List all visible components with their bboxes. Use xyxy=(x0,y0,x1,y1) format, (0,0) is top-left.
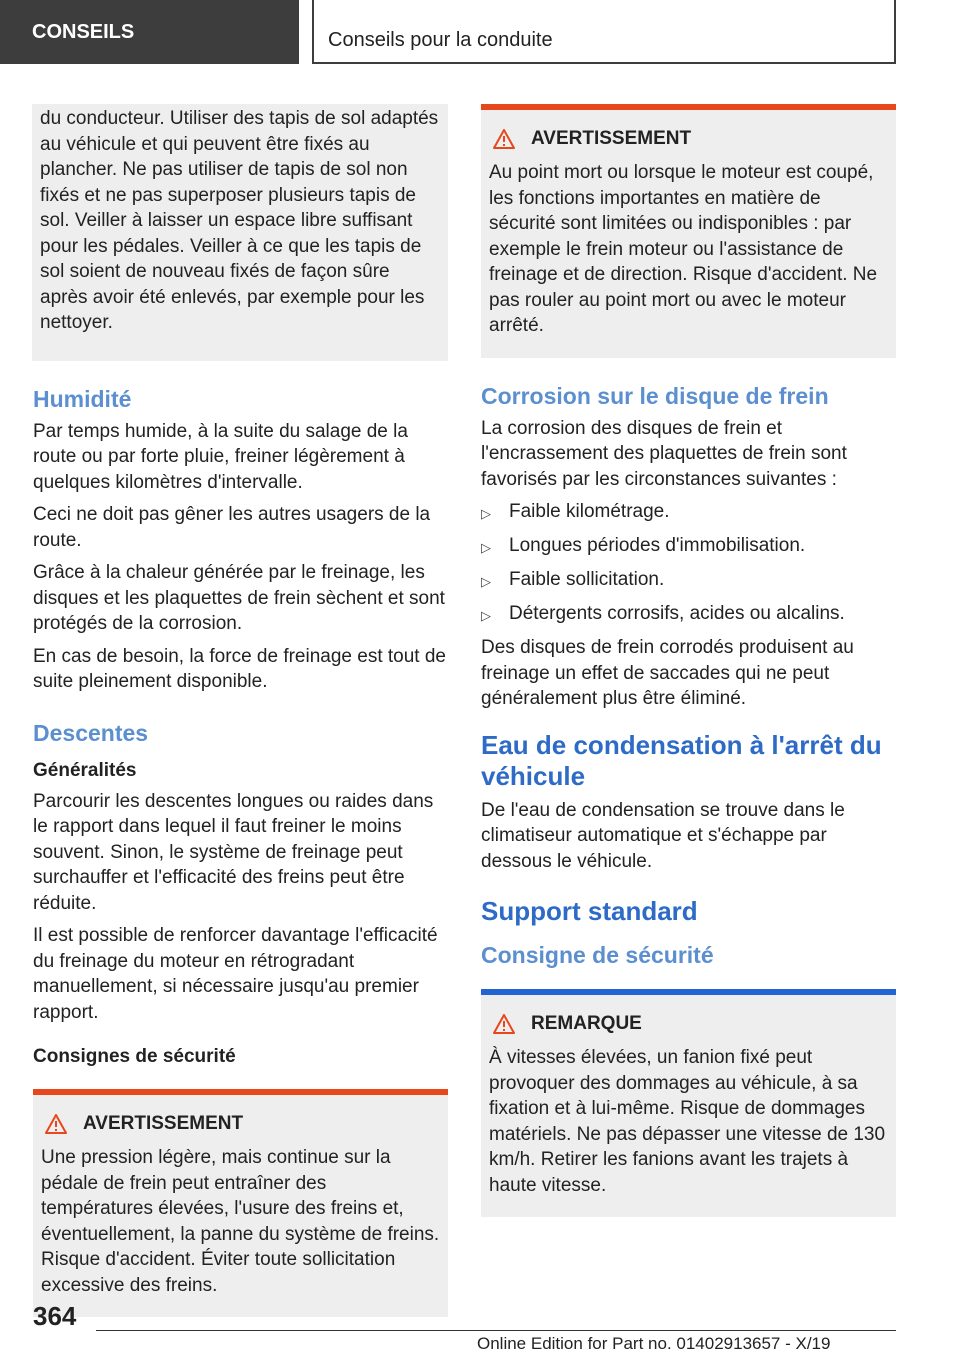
footer-edition: Online Edition for Part no. 01402913657 - X/19 xyxy=(477,1334,831,1353)
note-box xyxy=(481,989,896,1217)
descentes-paragraph-1: Parcourir les descentes longues ou raides dans le rapport dans lequel il faut freiner le moins souvent. Sinon, le système de freinage peut surchauffer et l'efficacité des freins peut être réduite. xyxy=(33,790,434,914)
list-item xyxy=(481,533,896,560)
triangle-bullet-icon: ▷ xyxy=(481,506,491,521)
heading-consigne: Consigne de sécurité xyxy=(481,942,714,968)
list-item-text: Longues périodes d'immobilisation. xyxy=(509,535,806,556)
heading-corrosion: Corrosion sur le disque de frein xyxy=(481,382,829,409)
corrosion-paragraph-2: Des disques de frein corrodés produisent au freinage un effet de saccades qui ne peut généralement plus être éliminé. xyxy=(481,637,854,709)
heading-eau-condensation: Eau de condensation à l'arrêt du véhicule xyxy=(481,729,882,791)
warning-triangle-icon xyxy=(493,1014,515,1034)
heading-descentes: Descentes xyxy=(33,719,149,746)
eau-paragraph-1: De l'eau de condensation se trouve dans le climatiseur automatique et s'échappe par dessous le véhicule. xyxy=(481,799,845,872)
note-text: À vitesses élevées, un fanion fixé peut provoquer des dommages au véhicule, à sa fixation et à lui-même. Risque de dommages matériels. Ne pas dépasser une vitesse de 130 km/h. Retirer les fanions avant les trajets à haute vitesse. xyxy=(489,1047,886,1196)
footer-divider xyxy=(96,1330,896,1331)
corrosion-paragraph-1: La corrosion des disques de frein et l'encrassement des plaquettes de frein sont favorisés par les circonstances suivantes : xyxy=(481,417,847,490)
heading-consignes: Consignes de sécurité xyxy=(33,1046,236,1067)
heading-support-standard: Support standard xyxy=(481,896,698,926)
page-header xyxy=(0,0,960,66)
list-item xyxy=(481,499,896,526)
warning-title-text: AVERTISSEMENT xyxy=(83,1113,244,1134)
list-item-text: Faible kilométrage. xyxy=(509,501,670,522)
note-title-text: REMARQUE xyxy=(531,1013,642,1034)
list-item xyxy=(481,601,896,628)
chapter-title: Conseils pour la conduite xyxy=(312,0,896,64)
warning-title-text: AVERTISSEMENT xyxy=(531,128,692,149)
heading-humidite: Humidité xyxy=(33,385,132,412)
left-column xyxy=(33,104,448,1317)
corrosion-list xyxy=(481,499,896,628)
section-tab: CONSEILS xyxy=(0,0,299,64)
triangle-bullet-icon: ▷ xyxy=(481,574,491,589)
list-item-text: Détergents corrosifs, acides ou alcalins. xyxy=(509,603,845,624)
warning-triangle-icon xyxy=(493,129,515,149)
intro-text: du conducteur. Utiliser des tapis de sol adaptés au véhicule et qui peuvent être fixés au plancher. Ne pas utiliser de tapis de sol non fixés et ne pas superposer plusieurs tapis de sol. Veiller à laisser un espace libre suffisant pour les pédales. Veiller à ce que les tapis de sol soient de nouveau fixés de façon sûre après avoir été enlevés, par exemple pour les nettoyer. xyxy=(40,108,439,333)
warning-title xyxy=(41,1111,440,1137)
warning-box-neutral xyxy=(481,104,896,358)
humidite-paragraph-4: En cas de besoin, la force de freinage est tout de suite pleinement disponible. xyxy=(33,645,446,692)
warning-triangle-icon xyxy=(45,1114,67,1134)
heading-generalites: Généralités xyxy=(33,759,137,781)
humidite-paragraph-2: Ceci ne doit pas gêner les autres usagers de la route. xyxy=(33,504,431,551)
page-number: 364 xyxy=(33,1301,77,1331)
list-item xyxy=(481,567,896,594)
right-column xyxy=(481,104,896,1217)
humidite-paragraph-3: Grâce à la chaleur générée par le freinage, les disques et les plaquettes de frein sèchent et sont protégés de la corrosion. xyxy=(33,562,445,634)
warning-text: Une pression légère, mais continue sur la pédale de frein peut entraîner des températures élevées, l'usure des freins et, éventuellement, la panne du système de freins. Risque d'accident. Éviter toute sollicitation excessive des freins. xyxy=(41,1147,440,1296)
descentes-paragraph-2: Il est possible de renforcer davantage l'efficacité du freinage du moteur en rétrogradant manuellement, si nécessaire jusqu'au premier rapport. xyxy=(33,925,438,1023)
warning-title xyxy=(489,126,888,152)
list-item-text: Faible sollicitation. xyxy=(509,569,665,590)
intro-box xyxy=(32,104,448,361)
humidite-paragraph-1: Par temps humide, à la suite du salage de la route ou par forte pluie, freiner légèrement à quelques kilomètres d'intervalle. xyxy=(33,420,408,493)
warning-box-brakes xyxy=(33,1089,448,1317)
triangle-bullet-icon: ▷ xyxy=(481,540,491,555)
triangle-bullet-icon: ▷ xyxy=(481,608,491,623)
warning-text: Au point mort ou lorsque le moteur est coupé, les fonctions importantes en matière de sécurité sont limitées ou indisponibles : par exemple le frein moteur ou l'assistance de freinage et de direction. Risque d'accident. Ne pas rouler au point mort ou avec le moteur arrêté. xyxy=(489,162,878,336)
note-title xyxy=(489,1011,888,1037)
